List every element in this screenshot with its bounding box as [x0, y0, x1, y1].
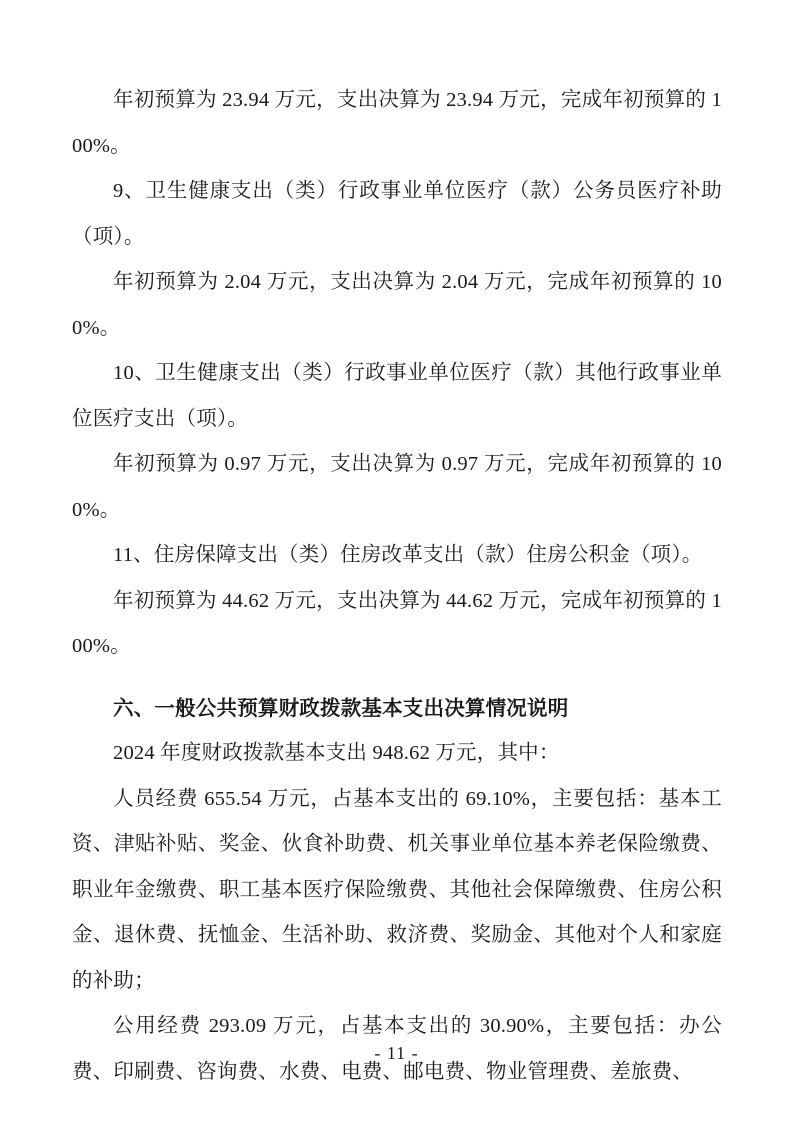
paragraph-item-9-title: 9、卫生健康支出（类）行政事业单位医疗（款）公务员医疗补助（项）。	[72, 180, 722, 248]
paragraph-budget-2-04: 年初预算为 2.04 万元，支出决算为 2.04 万元，完成年初预算的 100%。	[72, 271, 722, 339]
paragraph-personnel-expenses: 人员经费 655.54 万元，占基本支出的 69.10%，主要包括：基本工资、津贴补贴、奖金、伙食补助费、机关事业单位基本养老保险缴费、职业年金缴费、职工基本医疗保险缴费、其他社会保障缴费、住房公积金、退休费、抚恤金、生活补助、救济费、奖励金、其他对个人和家庭的补助；	[72, 787, 722, 992]
paragraph-basic-expenditure-total: 2024 年度财政拨款基本支出 948.62 万元，其中：	[113, 742, 560, 764]
section-heading-six: 六、一般公共预算财政拨款基本支出决算情况说明	[113, 696, 569, 720]
paragraph-budget-44-62: 年初预算为 44.62 万元，支出决算为 44.62 万元，完成年初预算的 100%。	[72, 589, 722, 657]
paragraph-budget-23-94: 年初预算为 23.94 万元，支出决算为 23.94 万元，完成年初预算的 100%。	[72, 89, 722, 157]
paragraph-item-11-title: 11、住房保障支出（类）住房改革支出（款）住房公积金（项）。	[113, 544, 703, 566]
page-number: - 11 -	[374, 1043, 419, 1063]
paragraph-public-expenses: 公用经费 293.09 万元，占基本支出的 30.90%，主要包括：办公费、印刷费、咨询费、水费、电费、邮电费、物业管理费、差旅费、	[72, 1015, 722, 1083]
document-body	[72, 78, 722, 1095]
section-spacer	[72, 670, 722, 686]
paragraph-item-10-title: 10、卫生健康支出（类）行政事业单位医疗（款）其他行政事业单位医疗支出（项）。	[72, 362, 722, 430]
paragraph-budget-0-97: 年初预算为 0.97 万元，支出决算为 0.97 万元，完成年初预算的 100%。	[72, 453, 722, 521]
